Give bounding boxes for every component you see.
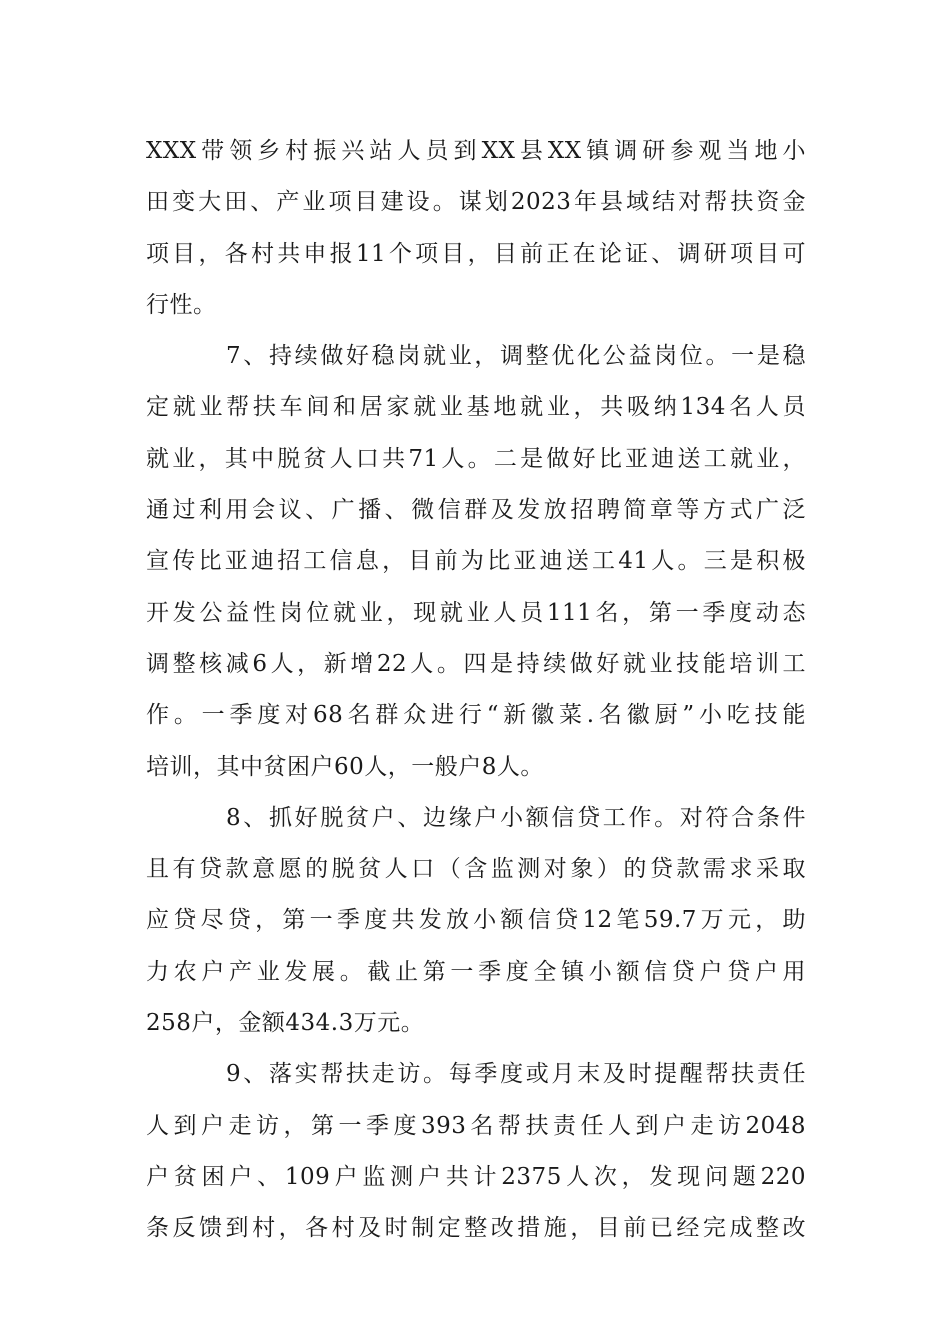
text-line: 田变大田、产业项目建设。谋划2023年县域结对帮扶资金 <box>146 189 806 216</box>
text-line: 调整核减6人，新增22人。四是持续做好就业技能培训工 <box>146 650 806 677</box>
document-body <box>146 126 806 1255</box>
text-line: 定就业帮扶车间和居家就业基地就业，共吸纳134名人员 <box>146 394 806 421</box>
text-line: 人到户走访，第一季度393名帮扶责任人到户走访2048 <box>146 1112 806 1139</box>
text-line: 通过利用会议、广播、微信群及发放招聘简章等方式广泛 <box>146 497 806 524</box>
text-line: XXX带领乡村振兴站人员到XX县XX镇调研参观当地小 <box>146 138 806 164</box>
text-line: 258户，金额434.3万元。 <box>146 1010 425 1037</box>
paragraph-9 <box>146 1049 806 1254</box>
text-line: 开发公益性岗位就业，现就业人员111名，第一季度动态 <box>146 599 806 626</box>
text-line: 宣传比亚迪招工信息，目前为比亚迪送工41人。三是积极 <box>146 548 806 575</box>
text-line: 户贫困户、109户监测户共计2375人次，发现问题220 <box>146 1163 806 1190</box>
text-line: 7、持续做好稳岗就业，调整优化公益岗位。一是稳 <box>226 343 806 370</box>
text-line: 9、落实帮扶走访。每季度或月末及时提醒帮扶责任 <box>226 1061 806 1088</box>
text-line: 应贷尽贷，第一季度共发放小额信贷12笔59.7万元，助 <box>146 907 806 934</box>
text-line: 力农户产业发展。截止第一季度全镇小额信贷户贷户用 <box>146 958 806 985</box>
paragraph-8 <box>146 793 806 1049</box>
text-line: 8、抓好脱贫户、边缘户小额信贷工作。对符合条件 <box>226 804 806 831</box>
text-line: 行性。 <box>146 291 217 318</box>
text-line: 就业，其中脱贫人口共71人。二是做好比亚迪送工就业， <box>146 445 806 472</box>
paragraph-7 <box>146 331 806 793</box>
text-line: 项目，各村共申报11个项目，目前正在论证、调研项目可 <box>146 240 806 267</box>
text-line: 且有贷款意愿的脱贫人口（含监测对象）的贷款需求采取 <box>146 856 806 883</box>
text-line: 条反馈到村，各村及时制定整改措施，目前已经完成整改 <box>146 1215 806 1242</box>
paragraph-6-continuation <box>146 126 806 331</box>
text-line: 作。一季度对68名群众进行“新徽菜.名徽厨”小吃技能 <box>146 702 806 729</box>
text-line: 培训，其中贫困户60人，一般户8人。 <box>146 753 544 780</box>
